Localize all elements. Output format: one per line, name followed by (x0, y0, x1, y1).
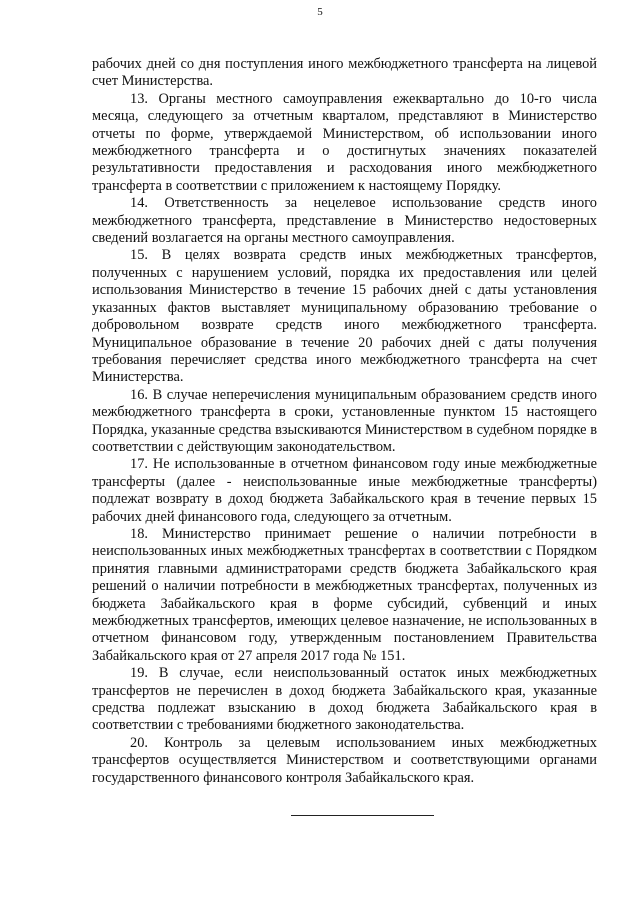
closing-rule (291, 815, 434, 816)
paragraph-19: 19. В случае, если неиспользованный остаток иных межбюджетных трансфертов не перечислен в доход бюджета Забайкальского края, указанные средства подлежат взысканию в доход бюджета Забайкальского края в соответствии с требованиями бюджетного законодательства. (92, 665, 597, 734)
paragraph-15: 15. В целях возврата средств иных межбюджетных трансфертов, полученных с нарушением условий, порядка их предоставления или целей использования Министерство в течение 15 рабочих дней с даты установления указанных фактов выставляет муниципальному образованию требование о добровольном возврате средств иного межбюджетного трансферта. Муниципальное образование в течение 20 рабочих дней с даты получения требования перечисляет средства иного межбюджетного трансферта на счет Министерства. (92, 247, 597, 386)
paragraph-18: 18. Министерство принимает решение о наличии потребности в неиспользованных иных межбюджетных трансфертах в соответствии с Порядком принятия главными администраторами средств бюджета Забайкальского края решений о наличии потребности в межбюджетных трансфертах, полученных из бюджета Забайкальского края в форме субсидий, субвенций и иных межбюджетных трансфертов, имеющих целевое назначение, не использованных в отчетном финансовом году, утвержденным постановлением Правительства Забайкальского края от 27 апреля 2017 года № 151. (92, 525, 597, 664)
paragraph-13: 13. Органы местного самоуправления ежеквартально до 10-го числа месяца, следующего за отчетным кварталом, представляют в Министерство отчеты по форме, утверждаемой Министерством, об использовании иного межбюджетного трансферта и о достигнутых значениях показателей результативности предоставления и расходования иного межбюджетного трансферта в соответствии с приложением к настоящему Порядку. (92, 90, 597, 194)
page-number: 5 (317, 6, 323, 18)
paragraph-continuation: рабочих дней со дня поступления иного межбюджетного трансферта на лицевой счет Министерства. (92, 56, 597, 90)
paragraph-14: 14. Ответственность за нецелевое использование средств иного межбюджетного трансферта, представление в Министерство недостоверных сведений возлагается на органы местного самоуправления. (92, 195, 597, 247)
paragraph-20: 20. Контроль за целевым использованием иных межбюджетных трансфертов осуществляется Министерством и соответствующими органами государственного финансового контроля Забайкальского края. (92, 734, 597, 786)
paragraph-17: 17. Не использованные в отчетном финансовом году иные межбюджетные трансферты (далее - неиспользованные иные межбюджетные трансферты) подлежат возврату в доход бюджета Забайкальского края в течение первых 15 рабочих дней финансового года, следующего за отчетным. (92, 456, 597, 525)
document-body (92, 56, 597, 787)
paragraph-16: 16. В случае неперечисления муниципальным образованием средств иного межбюджетного трансферта в сроки, установленные пунктом 15 настоящего Порядка, указанные средства взыскиваются Министерством в судебном порядке в соответствии с действующим законодательством. (92, 386, 597, 455)
